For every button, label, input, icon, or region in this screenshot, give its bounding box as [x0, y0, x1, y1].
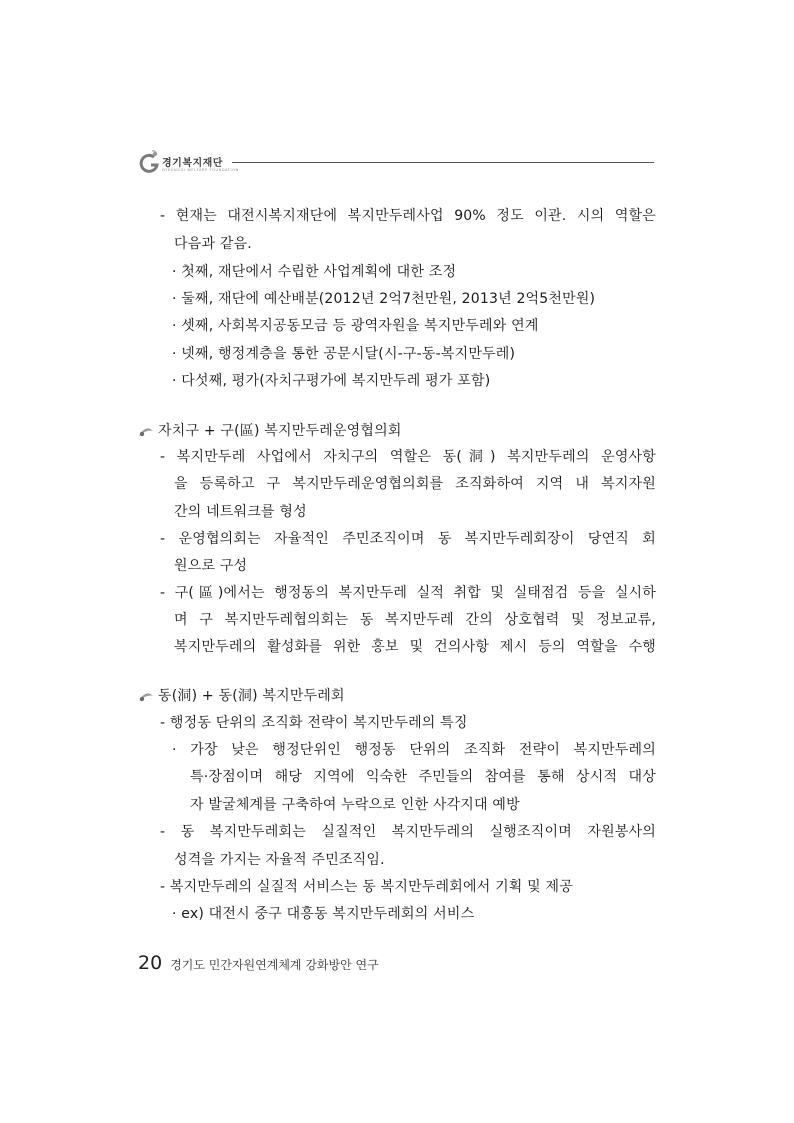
text-line: - 행정동 단위의 조직화 전략이 복지만두레의 특징 — [160, 715, 468, 731]
text-line: 성격을 가지는 자율적 주민조직임. — [174, 852, 385, 868]
text-line: 며 구 복지만두레협의회는 동 복지만두레 간의 상호협력 및 정보교류, — [174, 612, 656, 628]
running-header — [138, 148, 654, 178]
section-heading: 동(洞) + 동(洞) 복지만두레회 — [158, 688, 345, 704]
list-item: · 둘째, 재단에 예산배분(2012년 2억7천만원, 2013년 2억5천만원) — [172, 291, 596, 307]
text-line: 특·장점이며 해당 지역에 익숙한 주민들의 참여를 통해 상시적 대상 — [190, 769, 656, 785]
list-item: · 가장 낮은 행정단위인 행정동 단위의 조직화 전략이 복지만두레의 — [172, 742, 656, 758]
text-line: 복지만두레의 활성화를 위한 홍보 및 건의사항 제시 등의 역할을 수행 — [174, 639, 656, 655]
page-number: 20 — [138, 952, 163, 974]
text-line: - 운영협의회는 자율적인 주민조직이며 동 복지만두레회장이 당연직 회 — [160, 531, 656, 547]
list-item: · ex) 대전시 중구 대흥동 복지만두레회의 서비스 — [172, 906, 475, 922]
org-name: 경기복지재단 — [162, 158, 223, 169]
list-item: · 첫째, 재단에서 수립한 사업계획에 대한 조정 — [172, 264, 457, 280]
text-line: 다음과 같음. — [174, 236, 252, 252]
section-bullet-icon — [138, 425, 154, 437]
text-line: 원으로 구성 — [174, 558, 248, 574]
text-line: 자 발굴체계를 구축하여 누락으로 인한 사각지대 예방 — [190, 797, 520, 813]
text-line: - 복지만두레의 실질적 서비스는 동 복지만두레회에서 기획 및 제공 — [160, 879, 573, 895]
book-title: 경기도 민간자원연계체계 강화방안 연구 — [170, 958, 379, 972]
list-item: · 넷째, 행정계층을 통한 공문시달(시-구-동-복지만두레) — [172, 346, 516, 362]
section-heading: 자치구 + 구(區) 복지만두레운영협의회 — [158, 423, 402, 439]
text-line: - 동 복지만두레회는 실질적인 복지만두레의 실행조직이며 자원봉사의 — [160, 824, 656, 840]
list-item: · 다섯째, 평가(자치구평가에 복지만두레 평가 포함) — [172, 373, 491, 389]
text-line: - 현재는 대전시복지재단에 복지만두레사업 90% 정도 이관. 시의 역할은 — [160, 208, 656, 224]
text-line: 간의 네트워크를 형성 — [174, 504, 307, 520]
header-rule — [232, 162, 654, 163]
foundation-logo-icon — [138, 150, 160, 174]
text-line: - 구(區)에서는 행정동의 복지만두레 실적 취합 및 실태점검 등을 실시하 — [160, 585, 656, 601]
page-footer — [138, 952, 379, 980]
list-item: · 셋째, 사회복지공동모금 등 광역자원을 복지만두레와 연계 — [172, 318, 539, 334]
org-subtitle: GYEONGGI WELFARE FOUNDATION — [162, 168, 239, 172]
section-bullet-icon — [138, 690, 154, 702]
text-line: 을 등록하고 구 복지만두레운영협의회를 조직화하여 지역 내 복지자원 — [174, 476, 656, 492]
text-line: - 복지만두레 사업에서 자치구의 역할은 동(洞) 복지만두레의 운영사항 — [160, 449, 656, 465]
